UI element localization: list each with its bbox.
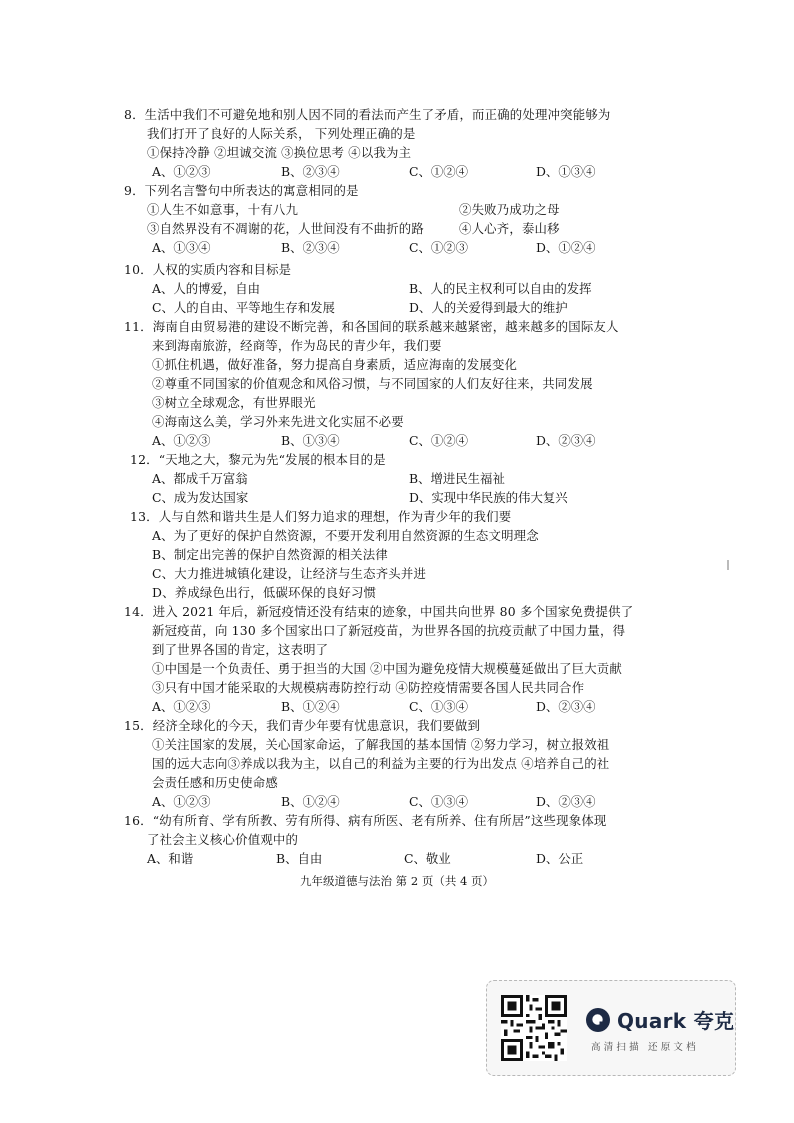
q15-stem: 15．经济全球化的今天，我们青少年要有忧患意识，我们要做到 — [124, 718, 481, 733]
q9-item-4: ④人心齐，泰山移 — [459, 221, 560, 236]
scan-mark — [727, 560, 729, 570]
quark-brand — [585, 1005, 734, 1034]
q8-option-c: C、①②④ — [409, 164, 469, 179]
quark-logo-tail — [600, 1021, 606, 1027]
q14-items-line-1: ①中国是一个负责任、勇于担当的大国 ②中国为避免疫情大规模蔓延做出了巨大贡献 — [152, 661, 622, 676]
q9-option-a: A、①③④ — [152, 240, 211, 255]
q13-stem: 13．人与自然和谐共生是人们努力追求的理想，作为青少年的我们要 — [130, 509, 512, 524]
q10-option-d: D、人的关爱得到最大的维护 — [409, 300, 568, 315]
q8-items: ①保持冷静 ②坦诚交流 ③换位思考 ④以我为主 — [147, 145, 412, 160]
q15-option-a: A、①②③ — [152, 794, 211, 809]
q12-option-a: A、都成千万富翁 — [152, 471, 248, 486]
q11-option-c: C、①②④ — [409, 433, 469, 448]
q16-stem-line-1: 16．“幼有所育、学有所教、劳有所得、病有所医、老有所养、住有所居”这些现象体现 — [124, 813, 607, 828]
q10-stem: 10．人权的实质内容和目标是 — [124, 262, 292, 277]
q14-stem-line-1: 14．进入 2021 年后，新冠疫情还没有结束的迹象，中国共向世界 80 多个国家免费提供了 — [124, 604, 634, 619]
q15-option-d: D、②③④ — [536, 794, 596, 809]
q15-items-line-2: 国的远大志向③养成以我为主，以自己的利益为主要的行为出发点 ④培养自己的社 — [152, 756, 610, 771]
q12-option-c: C、成为发达国家 — [152, 490, 249, 505]
q11-item-4: ④海南这么美，学习外来先进文化实屈不必要 — [152, 414, 404, 429]
q16-option-d: D、公正 — [536, 851, 584, 866]
q16-option-a: A、和谐 — [147, 851, 194, 866]
q11-option-d: D、②③④ — [536, 433, 596, 448]
q16-option-c: C、敬业 — [404, 851, 451, 866]
q14-items-line-2: ③只有中国才能采取的大规模病毒防控行动 ④防控疫情需要各国人民共同合作 — [152, 680, 585, 695]
q10-option-c: C、人的自由、平等地生存和发展 — [152, 300, 335, 315]
q15-items-line-3: 会责任感和历史使命感 — [152, 775, 278, 790]
q11-stem-line-1: 11．海南自由贸易港的建设不断完善，和各国间的联系越来越紧密，越来越多的国际友人 — [124, 319, 619, 334]
q12-option-d: D、实现中华民族的伟大复兴 — [409, 490, 568, 505]
q15-option-c: C、①③④ — [409, 794, 469, 809]
page-footer: 九年级道德与法治 第 2 页（共 4 页） — [300, 874, 494, 888]
q11-item-3: ③树立全球观念，有世界眼光 — [152, 395, 316, 410]
q8-stem-line-1: 8．生活中我们不可避免地和别人因不同的看法而产生了矛盾，而正确的处理冲突能够为 — [124, 107, 611, 122]
quark-logo-icon — [585, 1007, 611, 1033]
q9-option-c: C、①②③ — [409, 240, 469, 255]
q11-stem-line-2: 来到海南旅游，经商等，作为岛民的青少年，我们要 — [152, 338, 442, 353]
q9-item-3: ③自然界没有不凋谢的花，人世间没有不曲折的路 — [147, 221, 424, 236]
q16-option-b: B、自由 — [276, 851, 323, 866]
q8-stem-line-2: 我们打开了良好的人际关系， 下列处理正确的是 — [147, 126, 416, 141]
qr-code-icon — [501, 995, 567, 1061]
q9-item-1: ①人生不如意事，十有八九 — [147, 202, 299, 217]
q11-item-2: ②尊重不同国家的价值观念和风俗习惯，与不同国家的人们友好往来，共同发展 — [152, 376, 593, 391]
quark-tagline: 高清扫描 还原文档 — [591, 1042, 699, 1053]
q14-option-a: A、①②③ — [152, 699, 211, 714]
q11-option-a: A、①②③ — [152, 433, 211, 448]
q15-items-line-1: ①关注国家的发展，关心国家命运，了解我国的基本国情 ②努力学习，树立报效祖 — [152, 737, 610, 752]
q12-option-b: B、增进民生福祉 — [409, 471, 505, 486]
q13-option-c: C、大力推进城镇化建设，让经济与生态齐头并进 — [152, 566, 427, 581]
q14-option-c: C、①③④ — [409, 699, 469, 714]
q13-option-b: B、制定出完善的保护自然资源的相关法律 — [152, 547, 388, 562]
q9-option-d: D、①②④ — [536, 240, 596, 255]
q8-option-b: B、②③④ — [281, 164, 340, 179]
q10-option-a: A、人的博爱，自由 — [152, 281, 261, 296]
q14-stem-line-2: 新冠疫苗，向 130 多个国家出口了新冠疫苗，为世界各国的抗疫贡献了中国力量，得 — [152, 623, 626, 638]
quark-scan-badge — [486, 980, 736, 1076]
q14-stem-line-3: 到了世界各国的肯定，这表明了 — [152, 642, 329, 657]
q9-option-b: B、②③④ — [281, 240, 340, 255]
q14-option-b: B、①②④ — [281, 699, 340, 714]
q15-option-b: B、①②④ — [281, 794, 340, 809]
q10-option-b: B、人的民主权利可以自由的发挥 — [409, 281, 592, 296]
q13-option-a: A、为了更好的保护自然资源，不要开发利用自然资源的生态文明理念 — [152, 528, 539, 543]
q8-option-d: D、①③④ — [536, 164, 596, 179]
q12-stem: 12．“天地之大，黎元为先“发展的根本目的是 — [130, 452, 386, 467]
q9-stem: 9．下列名言警句中所表达的寓意相同的是 — [124, 183, 359, 198]
q14-option-d: D、②③④ — [536, 699, 596, 714]
q11-option-b: B、①③④ — [281, 433, 340, 448]
q8-option-a: A、①②③ — [152, 164, 211, 179]
q9-item-2: ②失败乃成功之母 — [459, 202, 560, 217]
q13-option-d: D、养成绿色出行，低碳环保的良好习惯 — [152, 585, 377, 600]
quark-brand-name: Quark 夸克 — [617, 1009, 735, 1033]
q16-stem-line-2: 了社会主义核心价值观中的 — [147, 832, 299, 847]
q11-item-1: ①抓住机遇，做好准备，努力提高自身素质，适应海南的发展变化 — [152, 357, 518, 372]
